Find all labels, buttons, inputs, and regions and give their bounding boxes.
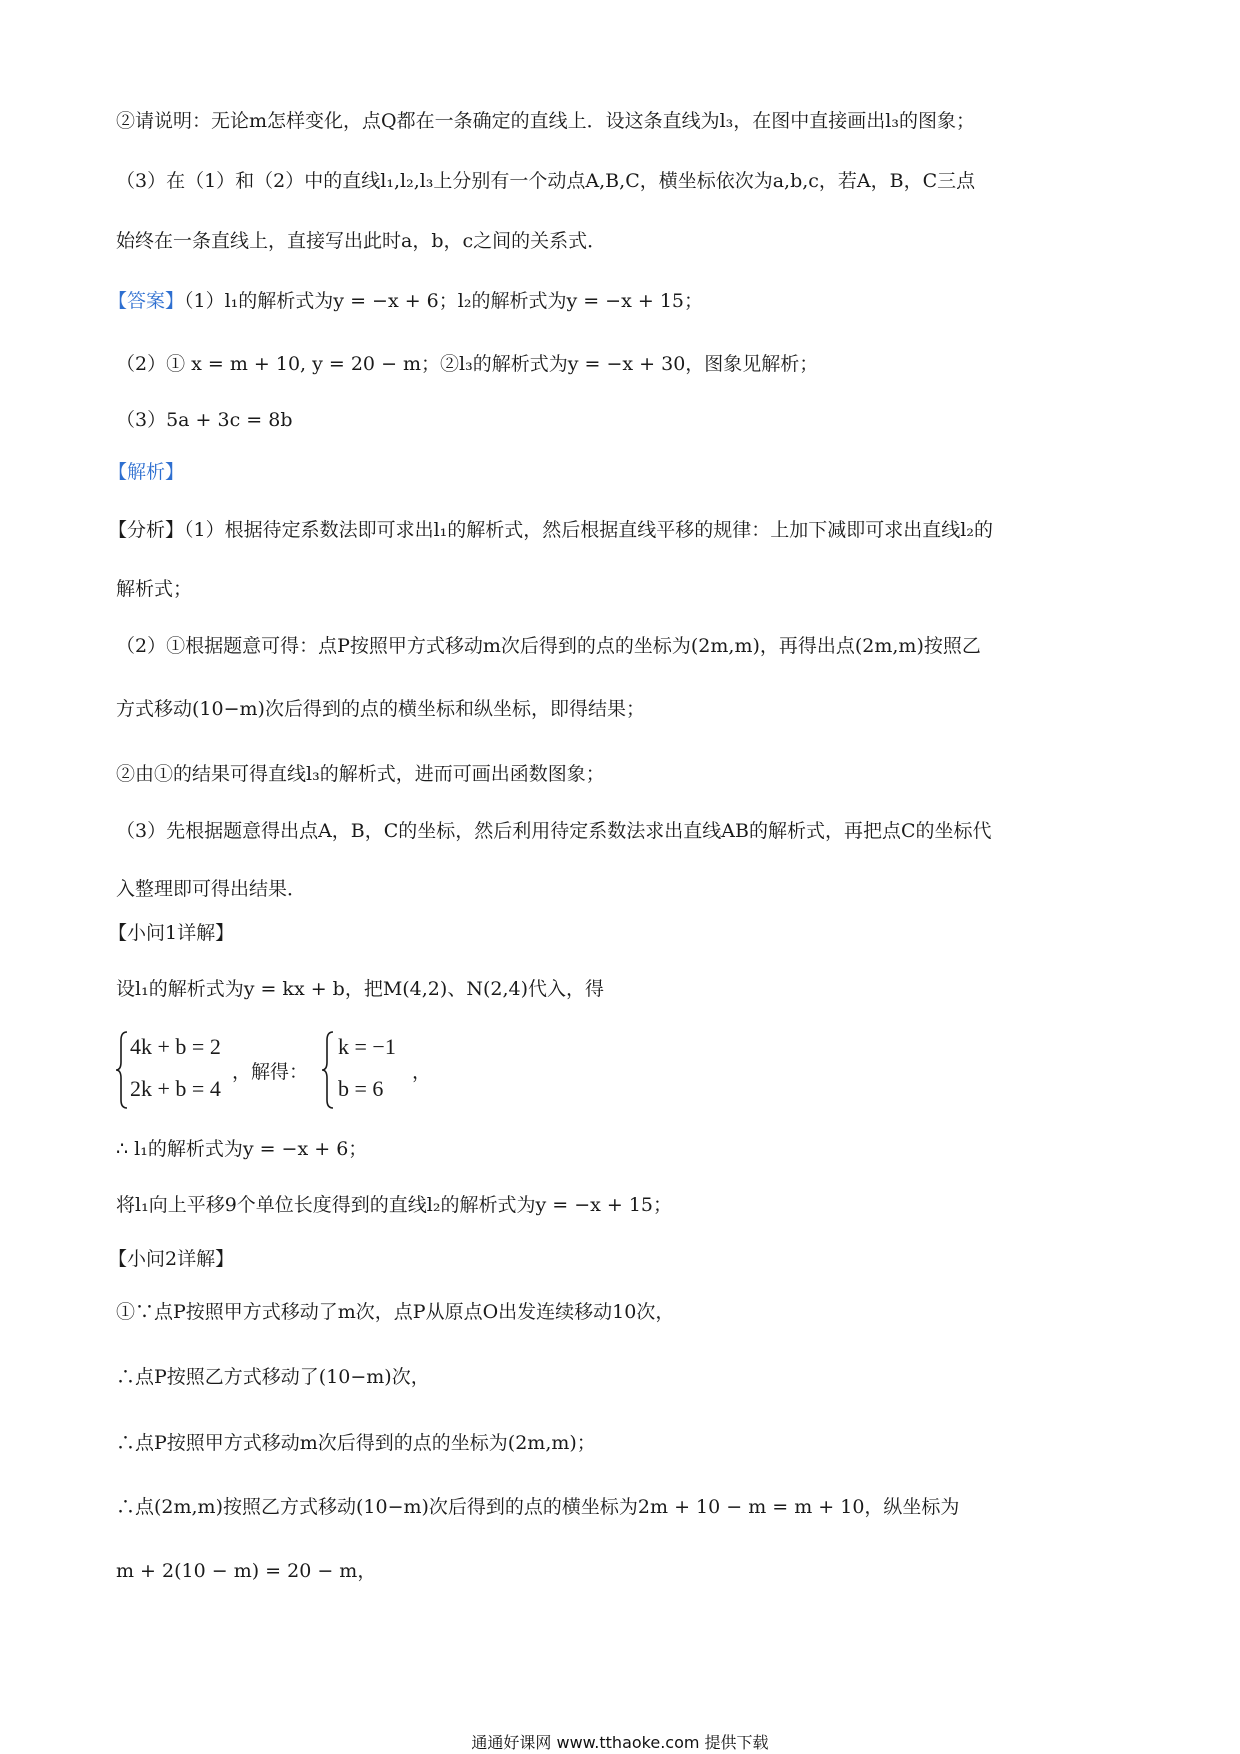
analysis-line-3: （2）①根据题意可得：点P按照甲方式移动m次后得到的点的坐标为(2m,m)，再得出点(2m,m)按照乙 [116,635,981,657]
answer-part-3: （3）5a + 3c = 8b [116,409,293,431]
sub2-line-3: ∴点P按照甲方式移动m次后得到的点的坐标为(2m,m)； [116,1432,596,1454]
sub2-line-1: ①∵点P按照甲方式移动了m次，点P从原点O出发连续移动10次， [116,1301,675,1323]
part-3-question-line-2: 始终在一条直线上，直接写出此时a，b，c之间的关系式． [116,230,607,252]
part-2-2-question: ②请说明：无论m怎样变化，点Q都在一条确定的直线上．设这条直线为l₃，在图中直接画出l₃的图象； [116,110,975,132]
answer-part-2: （2）① x = m + 10, y = 20 − m；②l₃的解析式为y = −x + 30，图象见解析； [116,353,819,375]
analysis-line-4: 方式移动(10−m)次后得到的点的横坐标和纵坐标，即得结果； [116,698,645,720]
left-brace-2 [322,1030,334,1110]
solution-tag: 【解析】 [108,461,185,483]
sub2-line-5: m + 2(10 − m) = 20 − m， [116,1560,377,1582]
sub1-shift: 将l₁向上平移9个单位长度得到的直线l₂的解析式为y = −x + 15； [116,1194,673,1216]
sub2-line-4: ∴点(2m,m)按照乙方式移动(10−m)次后得到的点的横坐标为2m + 10 − m = m + 10，纵坐标为 [116,1496,960,1518]
answer-tag: 【答案】 [108,290,185,312]
analysis-line-7: 入整理即可得出结果． [116,878,307,900]
subquestion-2-heading: 【小问2详解】 [108,1248,235,1270]
answer-line-1 [108,292,703,311]
system-1-eq-2: 2k + b = 4 [130,1076,221,1101]
analysis-line-1: 【分析】（1）根据待定系数法即可求出l₁的解析式，然后根据直线平移的规律：上加下减即可求出直线l₂的 [108,519,993,541]
sub1-conclusion: ∴ l₁的解析式为y = −x + 6； [116,1138,368,1160]
sub1-line-1: 设l₁的解析式为y = kx + b，把M(4,2)、N(2,4)代入，得 [116,978,604,1000]
part-3-question-line-1: （3）在（1）和（2）中的直线l₁,l₂,l₃上分别有一个动点A,B,C，横坐标依次为a,b,c，若A，B，C三点 [116,170,976,192]
sub2-line-2: ∴点P按照乙方式移动了(10−m)次， [116,1366,430,1388]
system-2-eq-2: b = 6 [338,1076,384,1101]
left-brace-1 [116,1030,128,1110]
subquestion-1-heading: 【小问1详解】 [108,922,235,944]
equation-system [116,1030,516,1114]
analysis-line-6: （3）先根据题意得出点A，B，C的坐标，然后利用待定系数法求出直线AB的解析式，再把点C的坐标代 [116,820,992,842]
system-end-comma: ， [412,1061,432,1083]
analysis-line-5: ②由①的结果可得直线l₃的解析式，进而可画出函数图象； [116,763,605,785]
system-2-eq-1: k = −1 [338,1034,396,1059]
system-solve-label: ，解得： [232,1061,309,1083]
analysis-line-2: 解析式； [116,578,193,600]
answer-part-1: （1）l₁的解析式为y = −x + 6；l₂的解析式为y = −x + 15； [184,290,703,312]
system-1-eq-1: 4k + b = 2 [130,1034,221,1059]
footer-source: 通通好课网 www.tthaoke.com 提供下载 [471,1733,769,1752]
